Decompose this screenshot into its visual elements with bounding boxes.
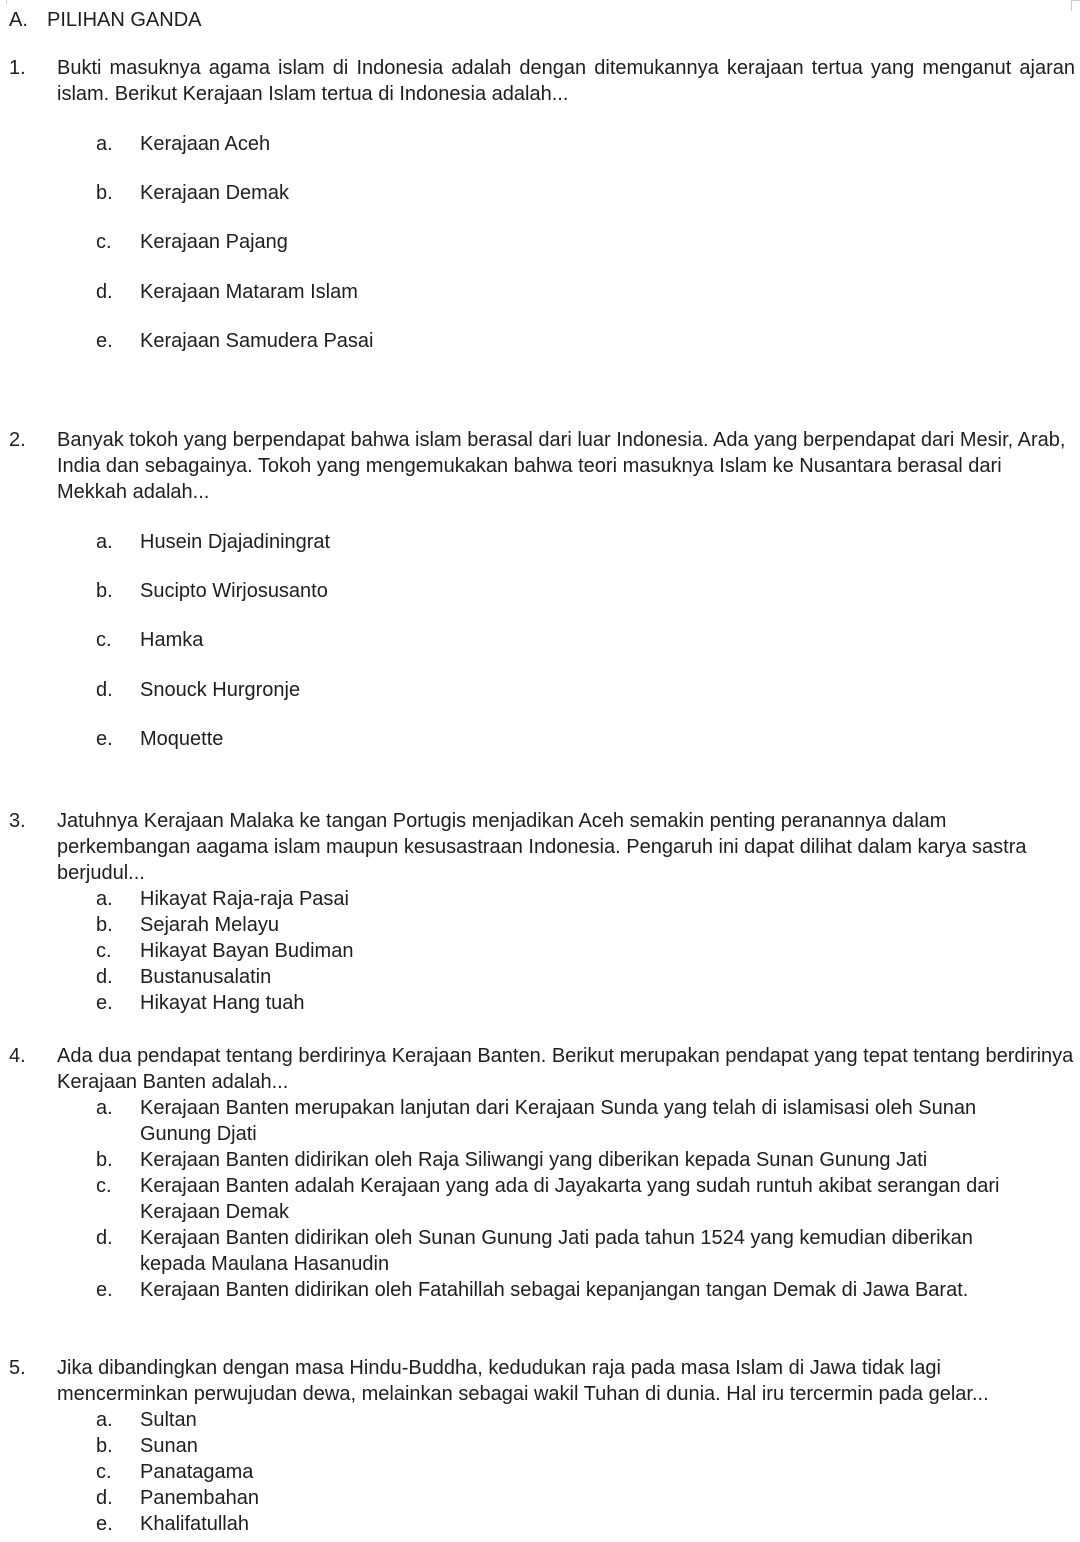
option-text: Sucipto Wirjosusanto [140, 580, 328, 603]
question-4 [9, 1043, 1075, 1303]
option-text: Moquette [140, 727, 224, 750]
option-text: Hikayat Bayan Budiman [140, 940, 354, 962]
option-c[interactable] [96, 938, 1075, 964]
option-letter: a. [96, 531, 113, 553]
option-text: Kerajaan Banten didirikan oleh Raja Siliwangi yang diberikan kepada Sunan Gunung Jati [140, 1149, 928, 1171]
option-e[interactable] [96, 726, 1075, 775]
question-number: 4. [9, 1045, 26, 1067]
option-letter: c. [96, 231, 112, 254]
option-a[interactable] [96, 1095, 1075, 1147]
section-title [9, 8, 201, 32]
option-text: Sultan [140, 1409, 197, 1431]
option-d[interactable] [96, 279, 1075, 328]
option-list [9, 886, 1075, 1016]
option-letter: a. [96, 1409, 113, 1431]
question-2 [9, 427, 1075, 775]
question-text: Banyak tokoh yang berpendapat bahwa islam berasal dari luar Indonesia. Ada yang berpendapat dari Mesir, Arab, India dan sebagainya. Tokoh yang mengemukakan bahwa teori masuknya Islam ke Nusantara berasal dari Mekkah adalah... [57, 429, 1066, 503]
option-letter: e. [96, 1279, 113, 1301]
option-letter: b. [96, 1149, 113, 1171]
option-a[interactable] [96, 131, 1075, 180]
option-letter: e. [96, 727, 113, 750]
question-1 [9, 55, 1075, 377]
option-text: Khalifatullah [140, 1513, 249, 1535]
option-letter: c. [96, 1175, 112, 1197]
option-list [9, 1095, 1075, 1303]
option-letter: b. [96, 914, 113, 936]
question-text: Ada dua pendapat tentang berdirinya Kerajaan Banten. Berikut merupakan pendapat yang tepat tentang berdirinya Kerajaan Banten adalah... [57, 1045, 1074, 1093]
option-letter: d. [96, 1227, 113, 1249]
question-stem [9, 808, 1075, 886]
option-list [9, 529, 1075, 775]
option-a[interactable] [96, 1407, 1075, 1433]
question-3 [9, 808, 1075, 1016]
option-c[interactable] [96, 229, 1075, 278]
question-number: 2. [9, 429, 26, 451]
option-e[interactable] [96, 990, 1075, 1016]
option-b[interactable] [96, 578, 1075, 627]
option-text: Hamka [140, 629, 204, 652]
option-text: Sunan [140, 1435, 198, 1457]
option-a[interactable] [96, 886, 1075, 912]
option-text: Hikayat Raja-raja Pasai [140, 888, 349, 910]
option-letter: d. [96, 280, 113, 303]
option-d[interactable] [96, 964, 1075, 990]
option-letter: e. [96, 1513, 113, 1535]
question-text: Jatuhnya Kerajaan Malaka ke tangan Portugis menjadikan Aceh semakin penting peranannya dalam perkembangan aagama islam maupun kesusastraan Indonesia. Pengaruh ini dapat dilihat dalam karya sastra berjudul... [57, 810, 1027, 884]
option-b[interactable] [96, 1433, 1075, 1459]
option-letter: e. [96, 992, 113, 1014]
question-stem [9, 1043, 1075, 1095]
option-text: Snouck Hurgronje [140, 678, 301, 701]
option-text: Sejarah Melayu [140, 914, 279, 936]
option-d[interactable] [96, 677, 1075, 726]
question-text: Jika dibandingkan dengan masa Hindu-Buddha, kedudukan raja pada masa Islam di Jawa tidak lagi mencerminkan perwujudan dewa, melainkan sebagai wakil Tuhan di dunia. Hal iru tercermin pada gelar... [57, 1357, 989, 1405]
option-letter: c. [96, 1461, 112, 1483]
question-stem [9, 1355, 1075, 1407]
option-b[interactable] [96, 912, 1075, 938]
option-c[interactable] [96, 1459, 1075, 1485]
crop-mark-left [0, 0, 7, 4]
option-letter: b. [96, 1435, 113, 1457]
section-letter: A. [9, 9, 28, 31]
option-letter: b. [96, 580, 113, 603]
option-b[interactable] [96, 1147, 1075, 1173]
question-number: 5. [9, 1357, 26, 1379]
option-list [9, 1407, 1075, 1537]
option-list [9, 131, 1075, 377]
option-letter: e. [96, 329, 113, 352]
option-letter: a. [96, 1097, 113, 1119]
question-number: 1. [9, 57, 26, 79]
option-text: Kerajaan Pajang [140, 231, 288, 254]
option-text: Kerajaan Banten adalah Kerajaan yang ada di Jayakarta yang sudah runtuh akibat serangan dari Kerajaan Demak [140, 1175, 1000, 1223]
option-letter: a. [96, 133, 113, 155]
option-letter: c. [96, 940, 112, 962]
option-text: Bustanusalatin [140, 966, 272, 988]
option-letter: b. [96, 182, 113, 205]
option-c[interactable] [96, 1173, 1075, 1225]
option-letter: d. [96, 966, 113, 988]
option-text: Kerajaan Banten didirikan oleh Fatahillah sebagai kepanjangan tangan Demak di Jawa Barat. [140, 1279, 969, 1301]
option-text: Hikayat Hang tuah [140, 992, 305, 1014]
option-text: Husein Djajadiningrat [140, 531, 331, 553]
option-text: Panembahan [140, 1487, 259, 1509]
question-stem [9, 427, 1075, 505]
question-stem [9, 55, 1075, 107]
option-a[interactable] [96, 529, 1075, 578]
section-title-text: PILIHAN GANDA [47, 9, 202, 31]
option-letter: d. [96, 678, 113, 701]
option-e[interactable] [96, 1511, 1075, 1537]
option-text: Kerajaan Demak [140, 182, 289, 205]
option-b[interactable] [96, 180, 1075, 229]
option-d[interactable] [96, 1225, 1075, 1277]
option-letter: a. [96, 888, 113, 910]
option-letter: d. [96, 1487, 113, 1509]
option-letter: c. [96, 629, 112, 652]
crop-mark-right [1071, 0, 1080, 11]
question-text: Bukti masuknya agama islam di Indonesia adalah dengan ditemukannya kerajaan tertua yang menganut ajaran islam. Berikut Kerajaan Islam tertua di Indonesia adalah... [57, 57, 1075, 105]
option-e[interactable] [96, 328, 1075, 377]
option-text: Kerajaan Aceh [140, 133, 271, 155]
option-d[interactable] [96, 1485, 1075, 1511]
option-text: Panatagama [140, 1461, 254, 1483]
option-c[interactable] [96, 627, 1075, 676]
option-text: Kerajaan Banten didirikan oleh Sunan Gunung Jati pada tahun 1524 yang kemudian diberikan kepada Maulana Hasanudin [140, 1227, 973, 1275]
option-e[interactable] [96, 1277, 1075, 1303]
option-text: Kerajaan Mataram Islam [140, 280, 358, 303]
question-number: 3. [9, 810, 26, 832]
option-text: Kerajaan Samudera Pasai [140, 329, 374, 352]
question-5 [9, 1355, 1075, 1537]
option-text: Kerajaan Banten merupakan lanjutan dari Kerajaan Sunda yang telah di islamisasi oleh Sunan Gunung Djati [140, 1097, 977, 1145]
